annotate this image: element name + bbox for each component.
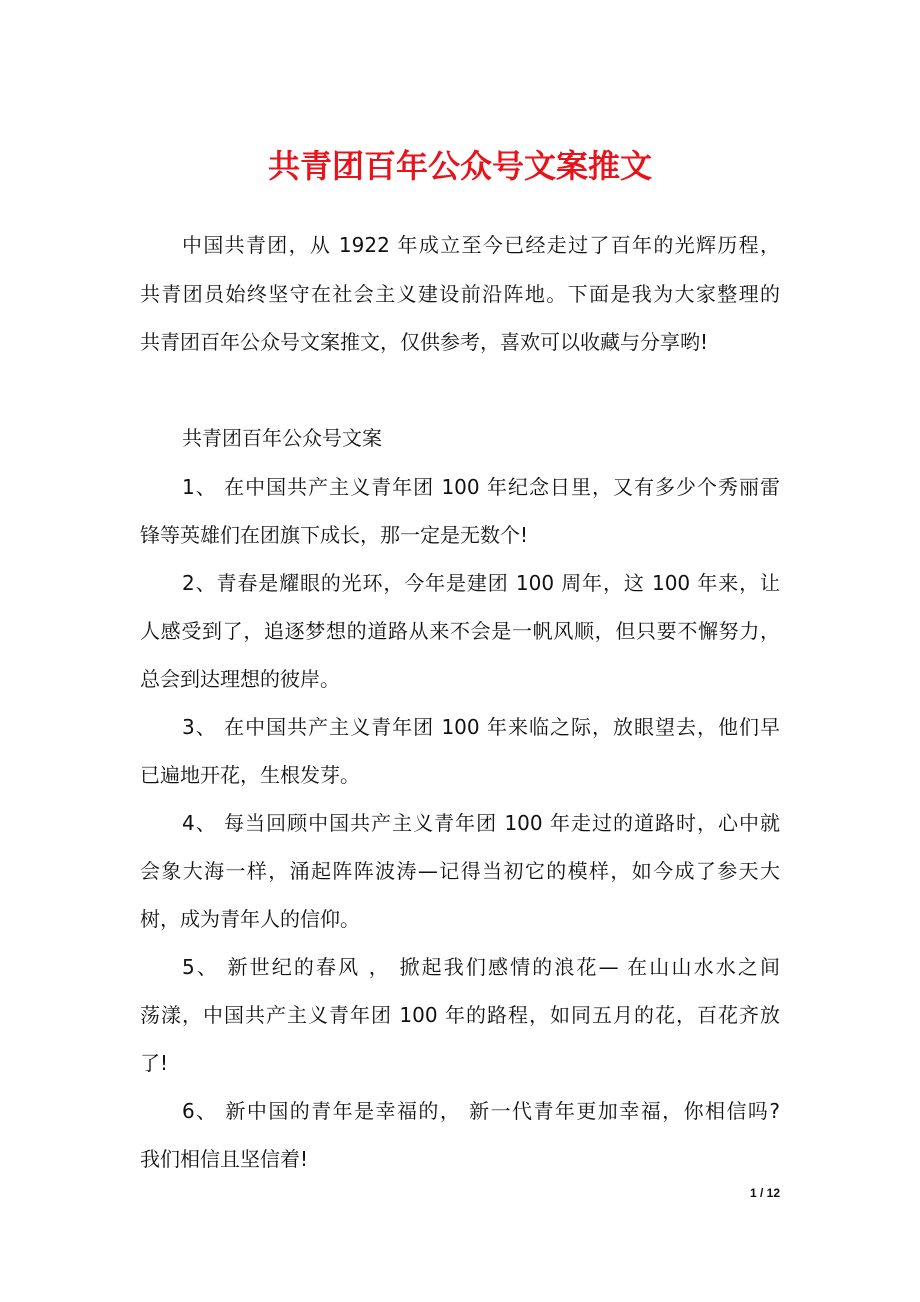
list-item-line: 已遍地开花，生根发芽。 xyxy=(140,763,360,787)
list-item-line: 3、 在中国共产主义青年团 100 年来临之际，放眼望去，他们早 xyxy=(182,715,780,739)
intro-line: 中国共青团，从 1922 年成立至今已经走过了百年的光辉历程， xyxy=(182,233,780,257)
list-item-line: 总会到达理想的彼岸。 xyxy=(140,667,340,691)
list-item-line: 锋等英雄们在团旗下成长，那一定是无数个! xyxy=(140,523,529,547)
intro-line: 共青团员始终坚守在社会主义建设前沿阵地。下面是我为大家整理的 xyxy=(140,282,780,306)
list-item-line: 了! xyxy=(140,1051,169,1075)
list-item-line: 会象大海一样，涌起阵阵波涛—记得当初它的模样，如今成了参天大 xyxy=(140,859,780,883)
list-item-line: 人感受到了，追逐梦想的道路从来不会是一帆风顺，但只要不懈努力， xyxy=(140,619,780,643)
section-heading: 共青团百年公众号文案 xyxy=(182,426,382,450)
list-item-line: 我们相信且坚信着! xyxy=(140,1147,309,1171)
list-item-line: 5、 新世纪的春风 ， 掀起我们感情的浪花— 在山山水水之间 xyxy=(182,955,780,979)
page-number: 1 / 12 xyxy=(749,1186,780,1200)
list-item-line: 2、青春是耀眼的光环，今年是建团 100 周年，这 100 年来，让 xyxy=(182,571,780,595)
list-item-line: 1、 在中国共产主义青年团 100 年纪念日里，又有多少个秀丽雷 xyxy=(182,475,780,499)
list-item-line: 4、 每当回顾中国共产主义青年团 100 年走过的道路时，心中就 xyxy=(182,811,780,835)
intro-line: 共青团百年公众号文案推文，仅供参考，喜欢可以收藏与分享哟! xyxy=(140,330,709,354)
list-item-line: 荡漾，中国共产主义青年团 100 年的路程，如同五月的花，百花齐放 xyxy=(140,1003,780,1027)
document-title: 共青团百年公众号文案推文 xyxy=(267,147,652,185)
list-item-line: 6、 新中国的青年是幸福的， 新一代青年更加幸福，你相信吗? xyxy=(182,1099,780,1123)
list-item-line: 树，成为青年人的信仰。 xyxy=(140,907,360,931)
